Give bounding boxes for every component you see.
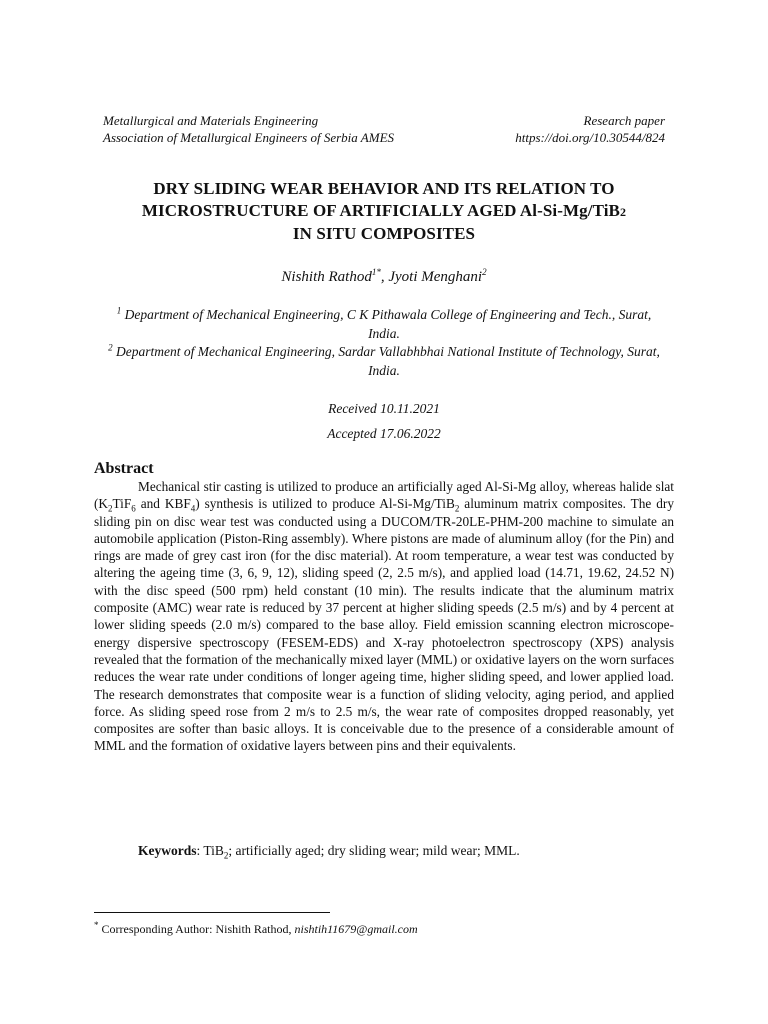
paper-type: Research paper [583, 113, 665, 128]
journal-header [103, 112, 665, 146]
author-1: Nishith Rathod [281, 269, 372, 285]
doi-link[interactable]: https://doi.org/10.30544/824 [515, 130, 665, 145]
footnote-mark: * [94, 920, 99, 930]
title-subscript: 2 [619, 205, 627, 219]
keywords-text-1: TiB [203, 843, 224, 858]
author-separator: , [380, 269, 389, 285]
keywords-text-2: ; artificially aged; dry sliding wear; mild wear; MML. [228, 843, 520, 858]
publisher-name: Association of Metallurgical Engineers of Serbia AMES [103, 130, 395, 145]
author-email[interactable]: nishtih11679@gmail.com [294, 922, 418, 936]
affiliation-1-sup: 1 [116, 305, 122, 316]
title-line-2 [60, 200, 708, 223]
affiliation-2-text: Department of Mechanical Engineering, Sardar Vallabhbhai National Institute of Technology, Surat, India. [116, 344, 660, 378]
keywords-label: Keywords [138, 843, 197, 858]
abstract-sub-1: 2 [108, 503, 113, 514]
affiliation-2 [100, 342, 668, 380]
author-1-sup: 1* [371, 267, 381, 277]
abstract-text-1: Mechanical stir casting is utilized to produce an artificially aged Al-Si-Mg alloy, whereas halide slat (K [94, 479, 674, 512]
abstract-text-2: TiF [112, 496, 132, 512]
abstract-sub-4: 2 [454, 503, 460, 514]
abstract-text-5: aluminum matrix composites. The dry sliding pin on disc wear test was conducted using a DUCOM/TR-20LE-PHM-200 machine to simulate an automobile application (Piston-Ring assembly). Where pistons are made of aluminum alloy (for the Pin) and rings are made of grey cast iron (for the disc material). At room temperature, a wear test was conducted by altering the ageing time (3, 6, 9, 12), sliding speed (2, 2.5 m/s), and applied load (14.71, 19.62, 24.52 N) with the disc speed (500 rpm) held constant (10 min). The results indicate that the aluminum matrix composite (AMC) wear rate is reduced by 37 percent at higher sliding speeds (2.5 m/s) and by 4 percent at lower sliding speeds (2.0 m/s) compared to the base alloy. Field emission scanning electron microscope-energy dispersive spectroscopy (FESEM-EDS) and X-ray photoelectron spectroscopy (XPS) analysis revealed that the formation of the mechanically mixed layer (MML) or oxidative layers on the worn surfaces reduces the wear rate under conditions of longer ageing time, higher sliding speed, and lower applied load. The research demonstrates that composite wear is a function of sliding velocity, aging period, and applied force. As sliding speed rose from 2 m/s to 2.5 m/s, the wear rate of composites dropped reasonably, yet composites are softer than basic alloys. It is conceivable due to the presence of a considerable amount of MML and the formation of oxidative layers between pins and their equivalents. [94, 496, 674, 754]
abstract-heading: Abstract [94, 460, 154, 477]
affiliation-1-text: Department of Mechanical Engineering, C K Pithawala College of Engineering and Tech., Surat, India. [124, 307, 652, 341]
title-line-2-text: MICROSTRUCTURE OF ARTIFICIALLY AGED Al-Si-Mg/TiB [141, 201, 620, 220]
author-list [0, 269, 768, 286]
journal-name: Metallurgical and Materials Engineering [103, 113, 319, 128]
footnote-text: Corresponding Author: Nishith Rathod, [98, 922, 295, 936]
author-2-sup: 2 [482, 267, 487, 277]
affiliation-1 [100, 305, 668, 343]
paper-title [60, 178, 708, 245]
abstract-sub-2: 6 [131, 503, 136, 514]
abstract-text-4: ) synthesis is utilized to produce Al-Si-Mg/TiB [195, 496, 455, 512]
title-line-1: DRY SLIDING WEAR BEHAVIOR AND ITS RELATION TO [153, 179, 615, 198]
title-line-3: IN SITU COMPOSITES [292, 224, 476, 243]
accepted-date: Accepted 17.06.2022 [327, 426, 441, 441]
author-2: Jyoti Menghani [388, 269, 483, 285]
corresponding-author-footnote [94, 922, 418, 937]
keywords-colon: : [196, 843, 204, 858]
abstract-text-3: and KBF [135, 496, 191, 512]
received-date: Received 10.11.2021 [328, 401, 440, 416]
abstract-body [94, 478, 674, 755]
keywords [138, 843, 520, 859]
affiliation-2-sup: 2 [108, 342, 113, 353]
abstract-sub-3: 4 [190, 503, 196, 514]
keywords-subscript: 2 [223, 850, 229, 861]
footnote-divider [94, 912, 330, 913]
